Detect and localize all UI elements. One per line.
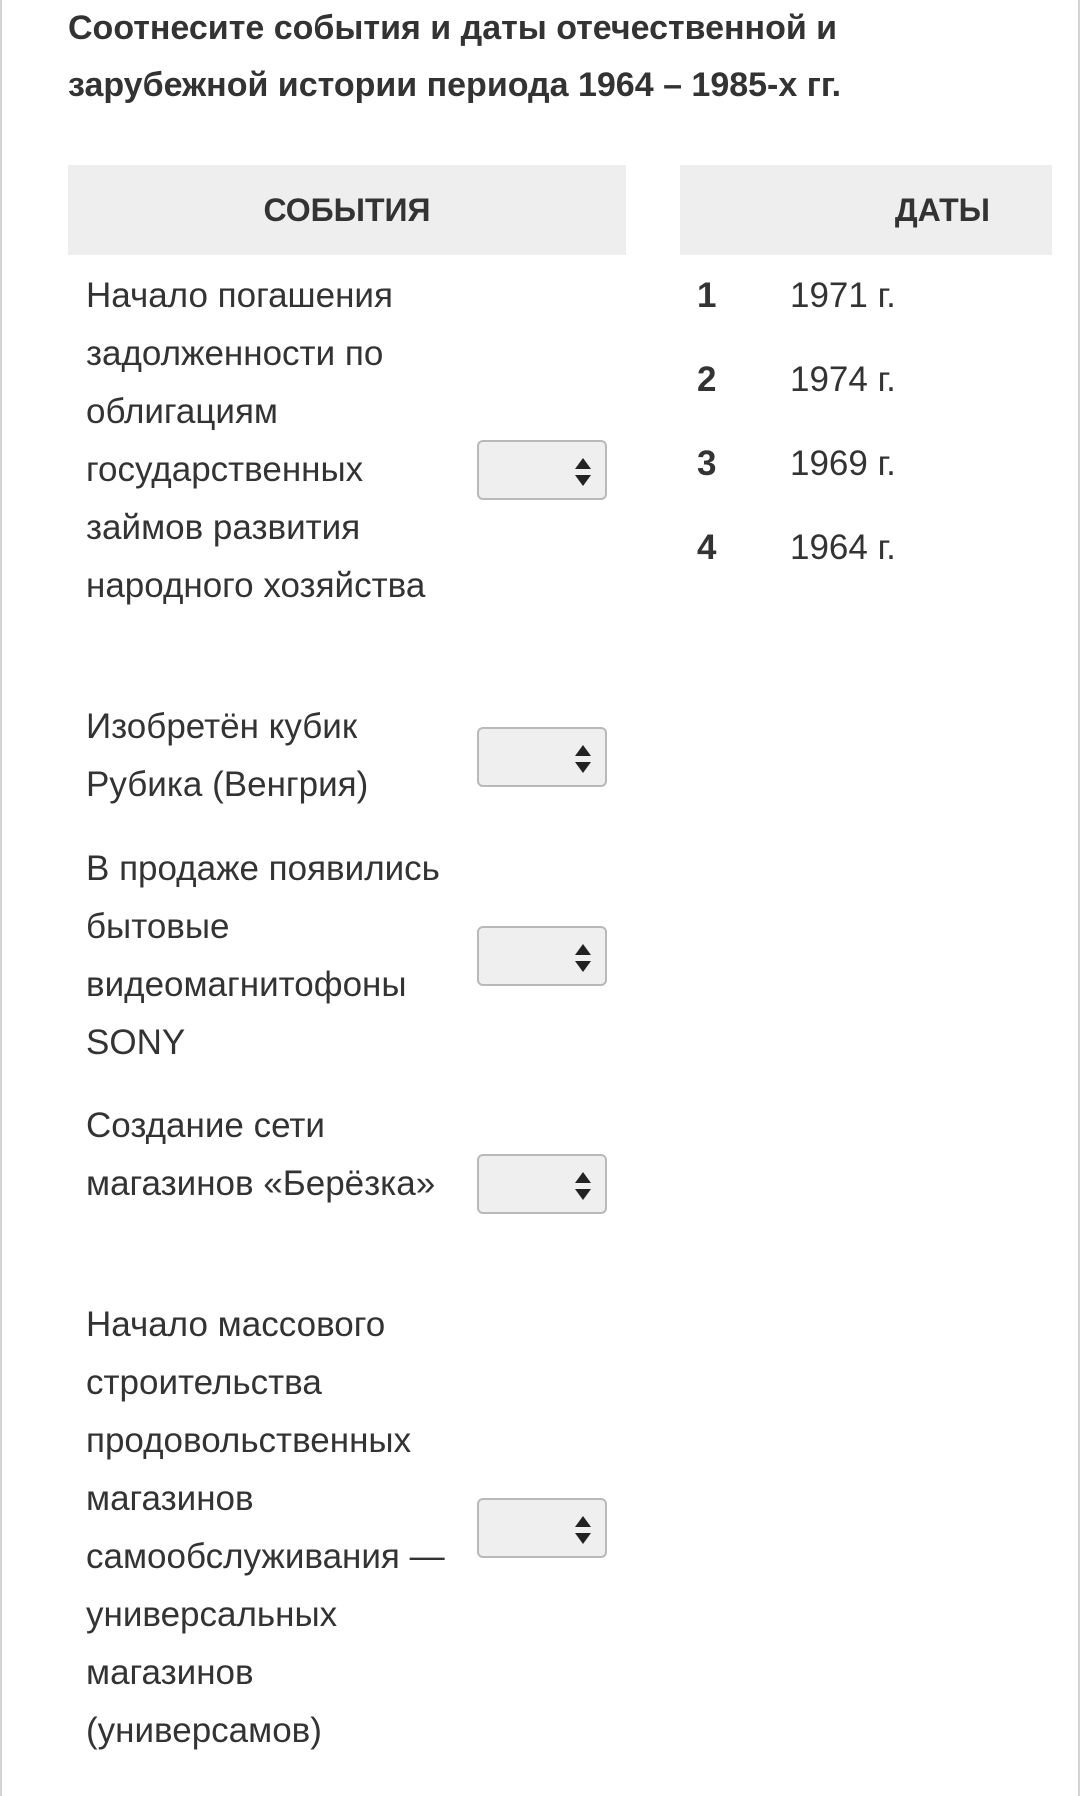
up-down-arrows-icon — [573, 1170, 593, 1202]
event-select-5[interactable] — [477, 1498, 607, 1558]
up-down-arrows-icon — [573, 456, 593, 488]
event-text-4: Создание сети магазинов «Берёзка» — [86, 1106, 436, 1203]
date-value-2: 1974 г. — [790, 360, 896, 399]
question-text: Соотнесите события и даты отечественной и зарубежной истории периода 1964 – 1985-х гг. — [68, 9, 842, 104]
date-number-2: 2 — [697, 360, 717, 399]
frame-border-left — [0, 0, 2, 1796]
date-value-1: 1971 г. — [790, 276, 896, 315]
event-select-1[interactable] — [477, 440, 607, 500]
date-value-3: 1969 г. — [790, 444, 896, 483]
event-text-1: Начало погашения задолженности по облигациям государственных займов развития народного хозяйства — [86, 276, 426, 605]
event-select-3[interactable] — [477, 926, 607, 986]
event-text-2: Изобретён кубик Рубика (Венгрия) — [86, 707, 369, 804]
date-value-4: 1964 г. — [790, 528, 896, 567]
event-select-2[interactable] — [477, 727, 607, 787]
event-text-3: В продаже появились бытовые видеомагнитофоны SONY — [86, 849, 440, 1062]
events-column-header: СОБЫТИЯ — [68, 165, 626, 255]
date-number-3: 3 — [697, 444, 717, 483]
date-number-1: 1 — [697, 276, 717, 315]
up-down-arrows-icon — [573, 1514, 593, 1546]
date-number-4: 4 — [697, 528, 717, 567]
up-down-arrows-icon — [573, 743, 593, 775]
event-select-4[interactable] — [477, 1154, 607, 1214]
event-text-5: Начало массового строительства продовольственных магазинов самообслуживания — универсальных магазинов (универсамов) — [86, 1305, 445, 1750]
up-down-arrows-icon — [573, 942, 593, 974]
dates-column-header: ДАТЫ — [680, 165, 1052, 255]
